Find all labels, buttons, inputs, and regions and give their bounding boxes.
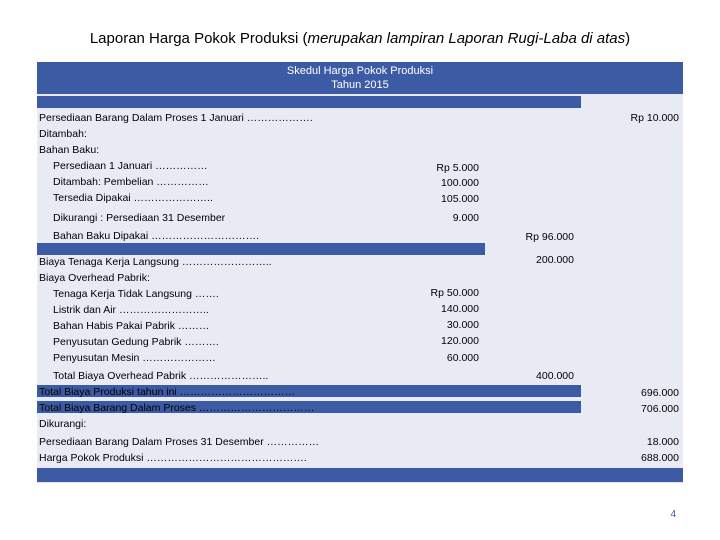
amount-tersedia: 105.000 (441, 193, 479, 205)
amount-btkl: 200.000 (536, 254, 574, 266)
amount-dikurangi-31des: 9.000 (452, 212, 479, 224)
row-label-bahan-habis: Bahan Habis Pakai Pabrik ……… (53, 320, 210, 332)
row-label-total-produksi: Total Biaya Produksi tahun ini …………………………… (39, 386, 296, 398)
row-label-persediaan-akhir: Persediaan Barang Dalam Proses 31 Desember …………… (39, 436, 320, 448)
amount-peny-gedung: 120.000 (441, 335, 479, 347)
row-label-tersedia: Tersedia Dipakai ………………….. (53, 192, 213, 204)
amount-bb-dipakai: Rp 96.000 (525, 231, 574, 243)
page-number: 4 (670, 509, 676, 520)
amount-hpp: 688.000 (641, 452, 679, 464)
amount-total-bop: 400.000 (536, 370, 574, 382)
row-label-bahan-baku: Bahan Baku: (39, 144, 100, 156)
row-label-pembelian: Ditambah: Pembelian …………… (53, 176, 209, 188)
amount-peny-mesin: 60.000 (446, 352, 479, 364)
row-label-dikurangi: Dikurangi: (39, 418, 87, 430)
divider-bar (37, 96, 581, 108)
schedule-header (37, 62, 683, 94)
row-label-dikurangi-31des: Dikurangi : Persediaan 31 Desember (53, 212, 226, 224)
amount-total-bdp: 706.000 (641, 403, 679, 415)
amount-total-produksi: 696.000 (641, 387, 679, 399)
page-title: Laporan Harga Pokok Produksi (merupakan lampiran Laporan Rugi-Laba di atas) (89, 30, 631, 47)
divider-bar (37, 243, 485, 255)
row-label-total-bop: Total Biaya Overhead Pabrik ………………….. (53, 370, 269, 382)
amount-persediaan-1jan: Rp 5.000 (436, 162, 479, 174)
row-label-tktl: Tenaga Kerja Tidak Langsung ……. (53, 288, 219, 300)
row-label-total-bdp: Total Biaya Barang Dalam Proses …………………………… (39, 402, 315, 414)
row-label-btkl: Biaya Tenaga Kerja Langsung …………………….. (39, 256, 272, 268)
row-label-persediaan-1jan: Persediaan 1 Januari …………… (53, 160, 208, 172)
row-label-peny-gedung: Penyusutan Gedung Pabrik ………. (53, 336, 219, 348)
schedule-year: Tahun 2015 (331, 79, 389, 91)
row-label-bb-dipakai: Bahan Baku Dipakai …………………………. (53, 230, 259, 242)
divider-bar (37, 468, 683, 482)
row-label-bop: Biaya Overhead Pabrik: (39, 272, 150, 284)
row-label-hpp: Harga Pokok Produksi ………………………………………. (39, 452, 307, 464)
row-label-persediaan-awal: Persediaan Barang Dalam Proses 1 Januari ………………. (39, 112, 313, 124)
row-label-listrik: Listrik dan Air …………………….. (53, 304, 209, 316)
amount-pembelian: 100.000 (441, 177, 479, 189)
amount-persediaan-awal: Rp 10.000 (630, 112, 679, 124)
amount-bahan-habis: 30.000 (446, 319, 479, 331)
row-label-peny-mesin: Penyusutan Mesin ………………… (53, 352, 216, 364)
schedule-title: Skedul Harga Pokok Produksi (286, 65, 434, 77)
amount-persediaan-akhir: 18.000 (646, 436, 679, 448)
row-label-ditambah: Ditambah: (39, 128, 87, 140)
amount-listrik: 140.000 (441, 303, 479, 315)
amount-tktl: Rp 50.000 (430, 287, 479, 299)
